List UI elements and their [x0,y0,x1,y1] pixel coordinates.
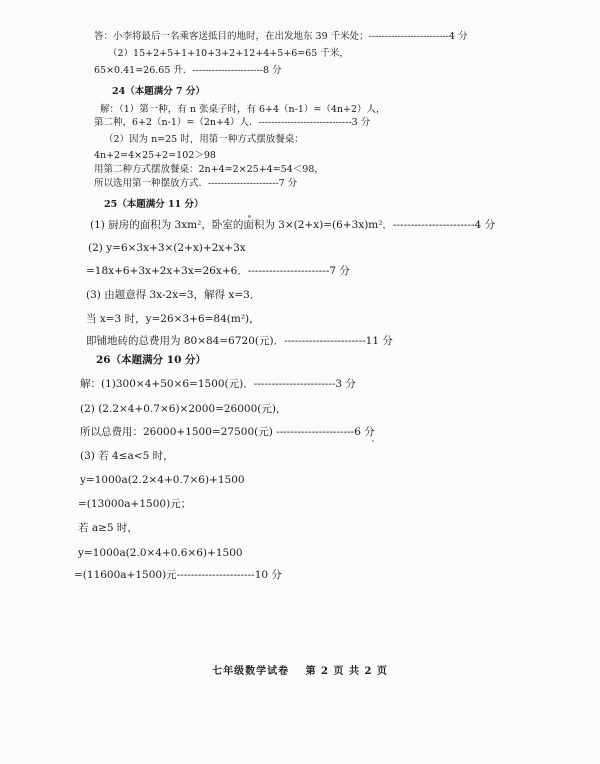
line-27: =(11600a+1500)元----------------------10 分 [74,569,282,581]
line-26: y=1000a(2.0×4+0.6×6)+1500 [78,547,243,559]
line-16: 当 x=3 时，y=26×3+6=84(m²)， [86,313,260,325]
line-3: 65×0.41=26.65 升．----------------------8 分 [94,65,282,76]
line-25: 若 a≥5 时， [78,522,138,534]
line-23: y=1000a(2.2×4+0.7×6)+1500 [80,474,245,486]
line-15: (3) 由题意得 3x-2x=3，解得 x=3． [86,289,261,301]
line-14: =18x+6+3x+2x+3x=26x+6．-----------------------7 分 [86,265,350,277]
line-20: (2) (2.2×4+0.7×6)×2000=26000(元)， [80,403,287,415]
scan-speck [372,440,374,442]
line-22: (3) 若 4≤a<5 时， [80,450,174,462]
footer-page-number: 第 2 页 共 2 页 [305,666,388,677]
line-9: 用第二种方式摆放餐桌：2n+4=2×25+4=54＜98， [94,164,324,175]
line-13: (2) y=6×3x+3×(2+x)+2x+3x [88,242,246,254]
line-1: 答：小李将最后一名乘客送抵目的地时，在出发地东 39 千米处；-------------------------4 分 [94,31,468,42]
line-6: 第二种，6+2（n-1）=（2n+4）人．-----------------------------3 分 [94,117,371,128]
line-12: (1) 厨房的面积为 3xm²，卧室的面积为 3×(2+x)=(6+3x)m²．-----------------------4 分 [90,219,496,231]
page-footer [0,662,600,677]
line-19: 解：(1)300×4+50×6=1500(元)．-----------------------3 分 [80,378,356,390]
section-25-heading: 25（本题满分 11 分） [104,199,204,210]
line-24: =(13000a+1500)元； [78,498,192,510]
section-26-heading: 26（本题满分 10 分） [96,354,207,366]
line-10: 所以选用第一种摆放方式．----------------------7 分 [94,178,298,189]
section-24-heading: 24（本题满分 7 分） [112,86,205,97]
line-21: 所以总费用：26000+1500=27500(元) ----------------------6 分 [80,426,375,438]
line-8: 4n+2=4×25+2=102＞98 [94,150,216,161]
line-5: 解：（1）第一种，有 n 张桌子时，有 6+4（n-1）=（4n+2）人， [100,104,386,115]
scan-speck [248,215,251,218]
line-17: 即铺地砖的总费用为 80×84=6720(元)．-----------------------11 分 [86,335,393,347]
footer-title: 七年级数学试卷 [212,666,290,677]
line-2: （2）15+2+5+1+10+3+2+12+4+5+6=65 千米， [108,48,349,59]
line-7: （2）因为 n=25 时，用第一种方式摆放餐桌： [104,134,304,145]
